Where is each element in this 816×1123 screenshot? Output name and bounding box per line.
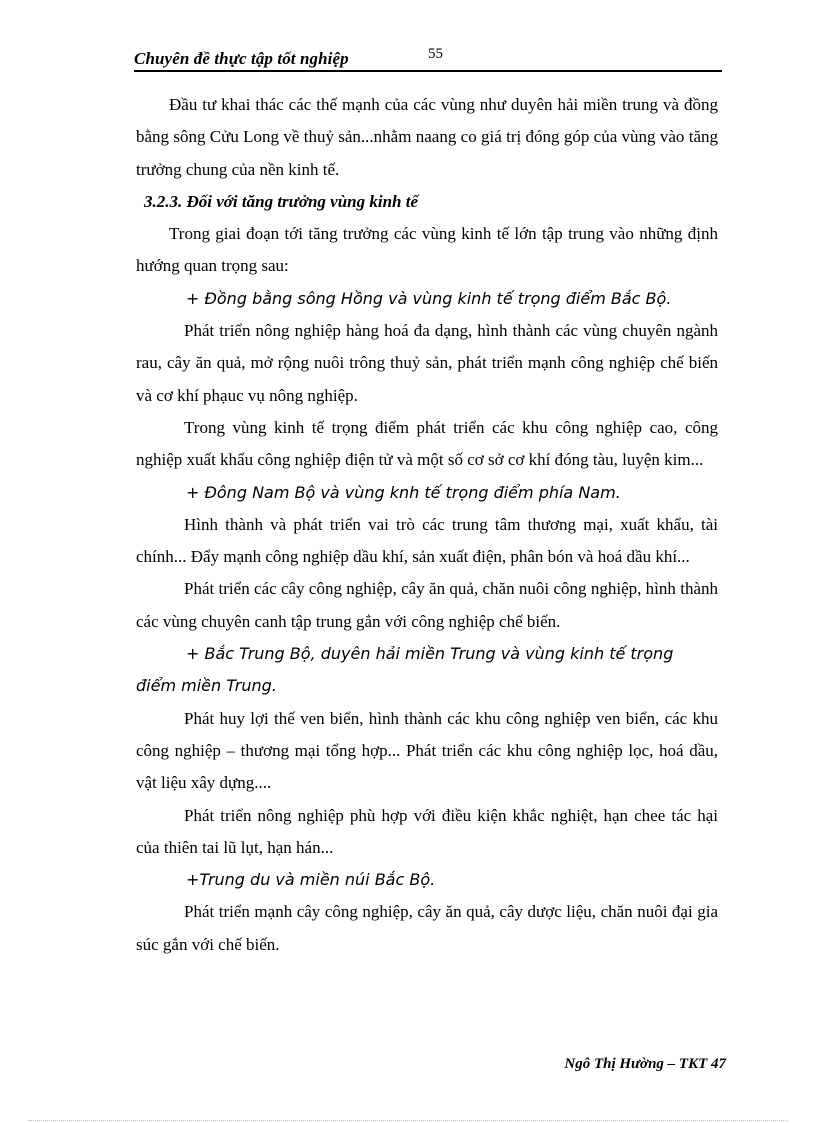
paragraph: Phát huy lợi thế ven biển, hình thành các khu công nghiệp ven biển, các khu công nghiệp – thương mại tổng hợp... Phát triển các khu công nghiệp lọc, hoá dầu, vật liệu xây dựng.... [136, 708, 718, 793]
document-body [136, 89, 718, 961]
region-subheading: + Đồng bằng sông Hồng và vùng kinh tế trọng điểm Bắc Bộ. [186, 288, 672, 308]
paragraph: Đầu tư khai thác các thế mạnh của các vùng như duyên hải miền trung và đồng bằng sông Cửu Long về thuỷ sản...nhằm naang co giá trị đóng góp của vùng vào tăng trưởng chung của nền kinh tế. [136, 95, 718, 179]
page-footer-author: Ngô Thị Hường – TKT 47 [564, 1056, 726, 1072]
header-title: Chuyên đề thực tập tốt nghiệp [134, 49, 349, 68]
paragraph: Trong giai đoạn tới tăng trưởng các vùng kinh tế lớn tập trung vào những định hướng quan trọng sau: [136, 224, 718, 276]
section-heading: 3.2.3. Đối với tăng trưởng vùng kinh tế [144, 191, 419, 211]
paragraph: Hình thành và phát triển vai trò các trung tâm thương mại, xuất khẩu, tài chính... Đẩy mạnh công nghiệp dầu khí, sản xuất điện, phân bón và hoá dầu khí... [136, 514, 718, 567]
paragraph: Trong vùng kinh tế trọng điểm phát triển các khu công nghiệp cao, công nghiệp xuất khẩu công nghiệp điện tử và một số cơ sở cơ khí đóng tàu, luyện kim... [136, 417, 718, 470]
paragraph: Phát triển các cây công nghiệp, cây ăn quả, chăn nuôi công nghiệp, hình thành các vùng chuyên canh tập trung gắn với công nghiệp chế biến. [136, 579, 718, 631]
region-subheading: + Bắc Trung Bộ, duyên hải miền Trung và vùng kinh tế trọng điểm miền Trung. [136, 644, 674, 696]
page-bottom-divider [28, 1120, 788, 1121]
paragraph: Phát triển nông nghiệp phù hợp với điều kiện khắc nghiệt, hạn chee tác hại của thiên tai lũ lụt, hạn hán... [136, 805, 718, 857]
page-header [134, 46, 722, 72]
region-subheading: + Đông Nam Bộ và vùng knh tế trọng điểm phía Nam. [186, 482, 621, 502]
paragraph: Phát triển mạnh cây công nghiệp, cây ăn quả, cây dược liệu, chăn nuôi đại gia súc gắn với chế biến. [136, 902, 718, 954]
region-subheading: +Trung du và miền núi Bắc Bộ. [186, 870, 436, 890]
page-number: 55 [428, 46, 443, 62]
paragraph: Phát triển nông nghiệp hàng hoá đa dạng, hình thành các vùng chuyên ngành rau, cây ăn quả, mở rộng nuôi trông thuỷ sản, phát triển mạnh công nghiệp chế biến và cơ khí phạuc vụ nông nghiệp. [136, 321, 718, 405]
